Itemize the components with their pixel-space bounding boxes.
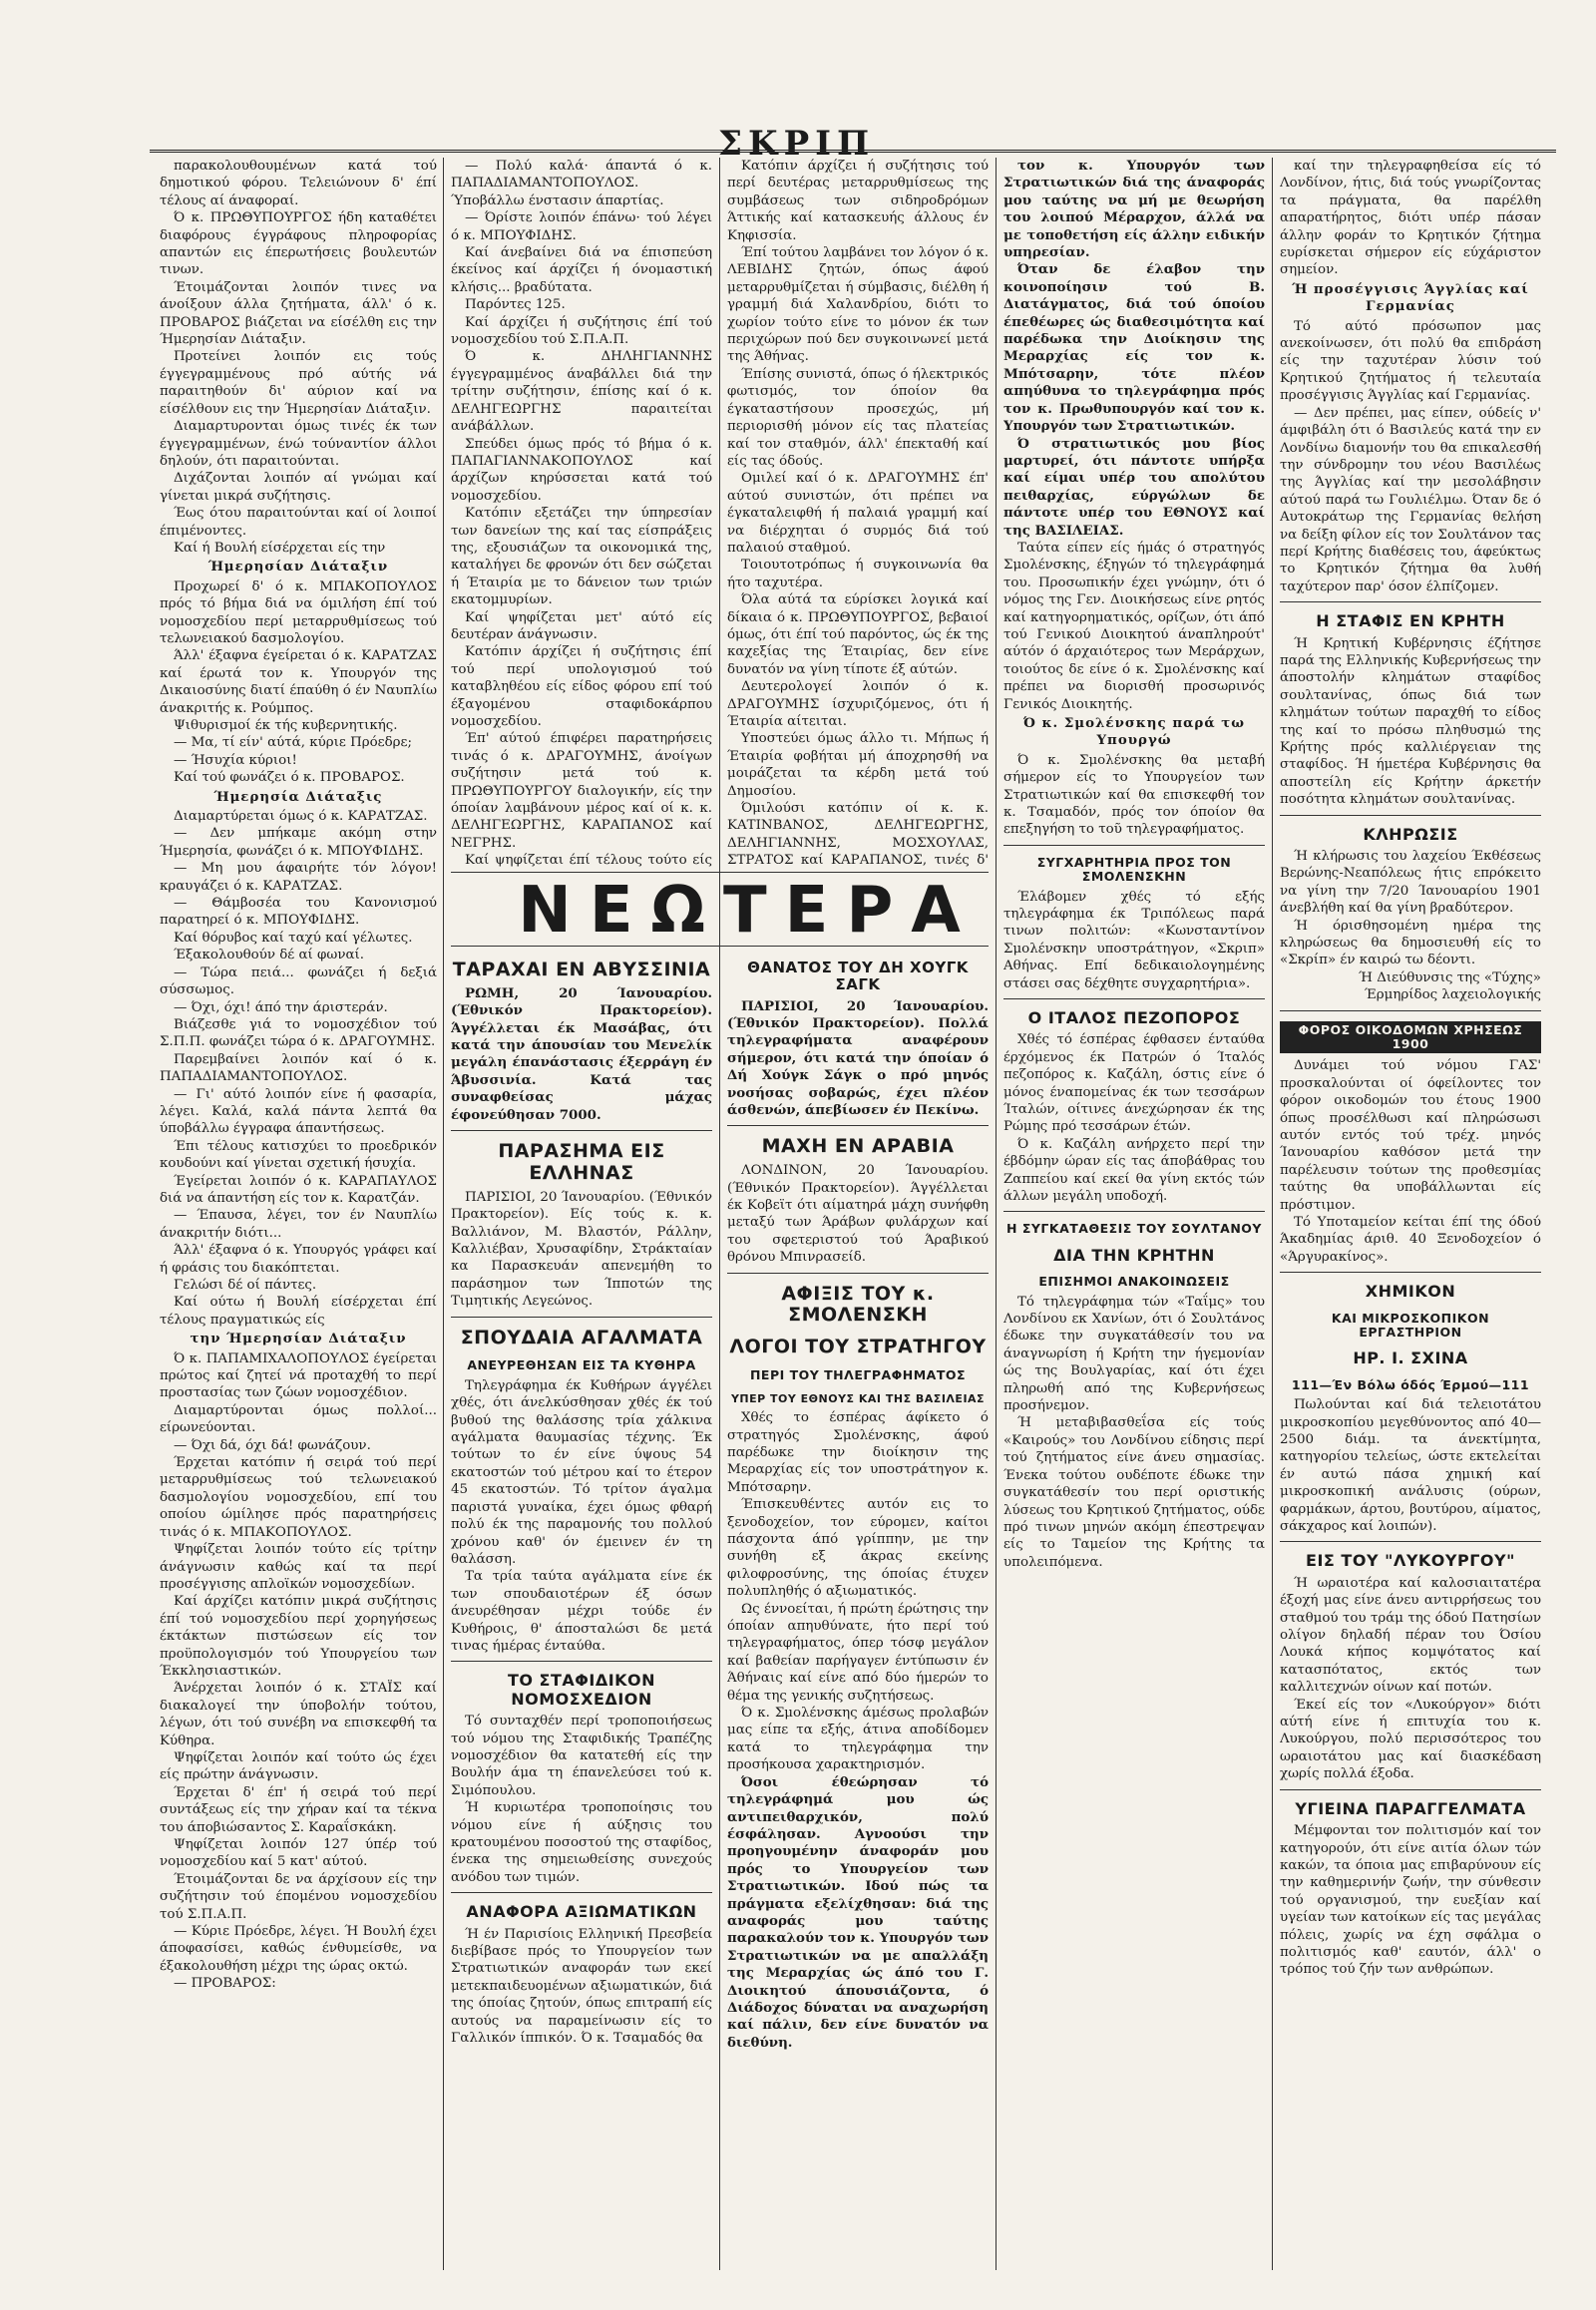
headline: ΚΛΗΡΩΣΙΣ <box>1363 824 1458 844</box>
paragraph: ΠΑΡΙΣΙΟΙ, 20 Ίανουαρίου. (Έθνικόν Πρακτορείον). Πολλά τηλεγραφήματα αναφέρουν σήμερον, ότι κατά την όποίαν ό Δή Χούγκ Σάγκ ο πρό μηνός νοσήσας σοβαρώς, έχει πλέον άσθενών, άπεβίωσεν έν Πεκίνω. <box>727 997 989 1118</box>
paragraph: ΡΩΜΗ, 20 Ίανουαρίου. (Έθνικόν Πρακτορείον). Άγγέλλεται έκ Μασάβας, ότι κατά την άπουσίαν του Μενελίκ μεγάλη έπανάστασις έξερράγη έν Άβυσσινία. Κατά τας συναφθείσας μάχας έφονεύθησαν 7000. <box>451 984 712 1123</box>
paragraph: Ομιλεί καί ό κ. ΔΡΑΓΟΥΜΗΣ έπ' αύτού συνιστών, ότι πρέπει να έγκαταλειφθή ή παλαιά γραμμή καί να διέρχηται ό συρμός διά τού παλαιού σταθμού. <box>727 471 989 556</box>
paragraph: Ψηφίζεται λοιπόν 127 ύπέρ τού νομοσχεδίου καί 5 κατ' αύτού. <box>160 1837 437 1870</box>
paragraph: Διαμαρτύρονται όμως πολλοί... είρωνεύονται. <box>160 1402 437 1436</box>
paragraph: Πωλούνται καί διά τελειοτάτου μικροσκοπίου μεγεθύνοντος από 40—2500 διάμ. τα άνεκτίμητα, κατηγορίου τελείως, ώστε εκτελείται έν αυτώ πάσα χημική καί μικροσκοπική ανάλυσις (ούρων, φαρμάκων, άρτου, βουτύρου, αίματος, σάκχαρος καί λοιπών). <box>1280 1397 1541 1535</box>
paragraph: — Πολύ καλά· άπαντά ό κ. ΠΑΠΑΔΙΑΜΑΝΤΟΠΟΥΛΟΣ. Ύποβάλλω ένστασιν άπαρτίας. <box>451 159 712 208</box>
rule <box>1280 1272 1541 1273</box>
paragraph: Άνέρχεται λοιπόν ό κ. ΣΤΑΪΣ καί διακαλογεί την ύποβολήν τούτου, λέγων, ότι τού συνέβη να επισκεφθή τα Κύθηρα. <box>160 1681 437 1748</box>
headline: ΑΝΑΦΟΡΑ ΑΞΙΩΜΑΤΙΚΩΝ <box>466 1902 697 1922</box>
paragraph: Προτείνει λοιπόν εις τούς έγγεγραμμένους πρό αύτής νά παραιτηθούν δι' αύριον καί να είσέλθουν εις την Ήμερησίαν Διάταξιν. <box>160 349 437 417</box>
subheadline: ΥΠΕΡ ΤΟΥ ΕΘΝΟΥΣ ΚΑΙ ΤΗΣ ΒΑΣΙΛΕΙΑΣ <box>730 1391 986 1405</box>
paragraph: Όμιλούσι κατόπιν οί κ. κ. ΚΑΤΙΝΒΑΝΟΣ, ΔΕΛΗΓΕΩΡΓΗΣ, ΔΕΛΗΓΙΑΝΝΗΣ, ΜΟΣΧΟΥΛΑΣ, ΣΤΡΑΤΟΣ καί ΚΑΡΑΠΑΝΟΣ, τινές δ' <box>727 801 989 868</box>
column-5 <box>1280 158 1541 2262</box>
subheading: Ό κ. Σμολένσκης παρά τω Υπουργώ <box>1022 715 1246 749</box>
paragraph: — Όχι δά, όχι δά! φωνάζουν. <box>174 1437 371 1453</box>
masthead-rule <box>150 150 1556 153</box>
subheading: Ήμερησία Διάταξις <box>213 788 383 805</box>
headline: Η ΣΤΑΦΙΣ ΕΝ ΚΡΗΤΗ <box>1316 611 1505 631</box>
column-4 <box>1003 158 1265 2262</box>
paragraph: Παρόντες 125. <box>465 297 566 313</box>
paragraph: Κατόπιν εξετάζει την ύπηρεσίαν των δανείων της καί τας είσπράξεις της, εξουσιάζων τα οικονομικά της, καταλήγει δε φρονών ότι δεν σώζεται ή Έταιρία με το δάνειον των τριών εκατομμυρίων. <box>451 506 712 608</box>
column-divider <box>996 158 997 2270</box>
paragraph: Χθές το έσπέρας άφίκετο ό στρατηγός Σμολένσκης, άφού παρέδωκε την διοίκησιν της Μεραρχίας είς τον υποστράτηγον κ. Μπότσαρην. <box>727 1410 989 1495</box>
paragraph: Καί άρχίζει ή συζήτησις έπί τού νομοσχεδίου τού Σ.Π.Α.Π. <box>451 314 712 348</box>
paragraph: Έλάβομεν χθές τό εξής τηλεγράφημα έκ Τριπόλεως παρά τινων πολιτών: «Κωνσταντίνον Σμολένσκην υποστράτηγον, «Σκριπ» Αθήνας. Επί δεδικαιολογημένης στάσει σας δέχθητε συγχαρητήρια». <box>1003 889 1265 991</box>
paragraph: παρακολουθουμένων κατά τού δημοτικού φόρου. Τελειώνουν δ' έπί τέλους αί άναφοραί. <box>160 159 437 208</box>
headline: ΑΦΙΞΙΣ ΤΟΥ κ. ΣΜΟΛΕΝΣΚΗ <box>781 1282 935 1327</box>
paragraph: Ή ωραιοτέρα καί καλοσιαιτατέρα έξοχή μας είνε άνευ αντιρρήσεως του σταθμού του τράμ της όδού Πατησίων ολίγον δηλαδή πέραν του Όσίου Λουκά κήπος κομψότατος καί κατασπότατος, εκτός των καλλιτεχνών οίνων καί ποτών. <box>1280 1575 1541 1696</box>
paragraph: Έρχεται δ' έπ' ή σειρά τού περί συντάξεως είς την χήραν καί τα τέκνα του άποβιώσαντος Σ. Καραΐσκάκη. <box>160 1784 437 1835</box>
headline: ΛΟΓΟΙ ΤΟΥ ΣΤΡΑΤΗΓΟΥ <box>729 1336 987 1358</box>
paragraph: Ό κ. ΔΗΛΗΓΙΑΝΝΗΣ έγγεγραμμένος άναβάλλει διά την τρίτην συζήτησιν, έπίσης καί ό κ. ΔΕΛΗΓΕΩΡΓΗΣ παραιτείται ανάβάλλων. <box>451 349 712 435</box>
headline: ΜΑΧΗ ΕΝ ΑΡΑΒΙΑ <box>761 1135 955 1158</box>
paragraph: καί την τηλεγραφηθείσα είς τό Λονδίνον, ήτις, διά τούς γνωρίζοντας τα πράγματα, θα παρέλθη απαρατήρητος, διότι υπέρ πάσαν άλλην φοράν το Κρητικόν ζήτημα ευρίσκεται σήμερον είς εύχάριστον σημείον. <box>1280 159 1541 278</box>
paragraph: Καί τού φωνάζει ό κ. ΠΡΟΒΑΡΟΣ. <box>174 770 405 786</box>
subheadline: ΗΡ. Ι. ΣΧΙΝΑ <box>1353 1348 1468 1368</box>
paragraph: — Τώρα πειά... φωνάζει ή δεξιά σύσσωμος. <box>160 964 437 998</box>
paragraph: Κατόπιν άρχίζει ή συζήτησις τού περί δευτέρας μεταρρυθμίσεως της συμβάσεως των σιδηροδρόμων Άττικής καί κατασκευής άλλους έν Κηφισσία. <box>727 159 989 243</box>
paragraph: Καί άνεβαίνει διά να έπισπεύση έκείνος καί άρχίζει ή όνομαστική κλήσις... βραδύτατα. <box>451 245 712 295</box>
paragraph: Τηλεγράφημα έκ Κυθήρων άγγέλει χθές, ότι άνελκύσθησαν χθές έκ τού βυθού της θαλάσσης τρία χάλκινα αγάλματα θαυμασίας τέχνης. Έκ τούτων το έν είνε ύψους 54 εκατοστών τού μέτρου καί το έτερον 45 εκατοστών. Τό τρίτον άγαλμα παριστά γυναίκα, έχει όμως φθαρή πολύ έκ της παραμονής του πολλού χρόνου καθ' όν έμεινεν έν τη θαλάσση. <box>451 1377 712 1567</box>
rule <box>727 1125 989 1126</box>
paragraph: Τό συνταχθέν περί τροποποιήσεως τού νόμου της Σταφιδικής Τραπέζης νομοσχέδιον θα κατατεθή είς την Βουλήν άμα τη έπανελεύσει τού κ. Σιμόπουλου. <box>451 1714 712 1798</box>
paragraph: Έπισκευθέντες αυτόν εις το ξενοδοχείον, τον εύρομεν, καίτοι πάσχοντα άπό γρίππην, με την συνήθη εξ άκρας εκείνης φιλοφροσύνης, της όποίας έτυχεν πολυπληθής ό αξιωματικός. <box>727 1497 989 1600</box>
rule <box>1280 1541 1541 1542</box>
paragraph: Κατόπιν άρχίζει ή συζήτησις έπί τού περί υπολογισμού τού καταβληθέου είς είδος φόρου επί τού έξαγομένου σταφιδοκάρπου νομοσχεδίου. <box>451 644 712 729</box>
paragraph: Ως έννοείται, ή πρώτη έρώτησις την όποίαν απηυθύνατε, ήτο περί τού τηλεγραφήματος, όπερ τόσφ μεγάλον καί βαθείαν παρήγαγεν έντύπωσιν έν Άθήναις καί είνε από δύο ήμερών το θέμα της γενικής συζητήσεως. <box>727 1601 989 1704</box>
paragraph: Τοιουτοτρόπως ή συγκοινωνία θα ήτο ταχυτέρα. <box>727 558 989 590</box>
rule <box>1003 1211 1265 1212</box>
paragraph: Όλα αύτά τα εύρίσκει λογικά καί δίκαια ό κ. ΠΡΩΘΥΠΟΥΡΓΟΣ, βεβαιοί όμως, ότι έπί τού παρόντος, ώς έκ της καχεξίας της Έταιρίας, δεν είνε δυνατόν να γίνη τίποτε έξ αύτών. <box>727 592 989 677</box>
column-divider <box>1272 158 1273 2270</box>
paragraph: Έπ' αύτού έπιφέρει παρατηρήσεις τινάς ό κ. ΔΡΑΓΟΥΜΗΣ, άνοίγων συζήτησιν μετά τού κ. ΠΡΩΘΥΠΟΥΡΓΟΥ διαλογικήν, είς την όποίαν λαμβάνουν μέρος καί οί κ. κ. ΔΕΛΗΓΕΩΡΓΗΣ, ΚΑΡΑΠΑΝΟΣ καί ΝΕΓΡΗΣ. <box>451 731 712 851</box>
paragraph: Τό αύτό πρόσωπον μας ανεκοίνωσεν, ότι πολύ θα επιδράση είς την ταχυτέραν λύσιν τού Κρητικού ζητήματος ή τελευταία προσέγγισις Άγγλίας καί Γερμανίας. <box>1280 318 1541 404</box>
paragraph: Βιάζεσθε γιά το νομοσχέδιον τού Σ.Π.Π. φωνάζει τώρα ό κ. ΔΡΑΓΟΥΜΗΣ. <box>160 1016 437 1050</box>
subheadline: ΕΠΙΣΗΜΟΙ ΑΝΑΚΟΙΝΩΣΕΙΣ <box>1038 1274 1230 1290</box>
paragraph: Ό κ. Σμολένσκης θα μεταβή σήμερον είς το Υπουργείον των Στρατιωτικών καί θα επισκεφθή τον κ. Τσαμαδόν, πρός τον όποίον θα επεξηγήση το τοῦ τηλεγραφήματος. <box>1003 752 1265 838</box>
signature: Ή Διεύθυνσις της «Τύχης» Έρμηρίδος λαχειολογικής <box>1359 969 1541 1003</box>
headline: ΕΙΣ ΤΟΥ "ΛΥΚΟΥΡΓΟΥ" <box>1306 1551 1515 1571</box>
paragraph: Έκεί είς τον «Λυκούργον» διότι αύτή είνε ή επιτυχία του κ. Λυκούργου, πολύ περισσότερος του ωραιοτάτου μας καί διασκέδαση χωρίς πολλά έξοδα. <box>1280 1697 1541 1782</box>
paragraph: Ταύτα είπεν είς ήμάς ό στρατηγός Σμολένσκης, έξηγών τό τηλεγράφημά του. Προσωπικήν έχει γνώμην, ότι ό νόμος της Γεν. Διοικήσεως είνε ρητός καί κατηγορηματικός, ορίζων, ότι άπό τού Γενικού Διοικητού άναπληρούτ' αύτόν ό άρχαιότερος των Μεράρχων, τοιούτος δε είνε ό κ. Σμολένσκης καί πρέπει να διορισθή προσωρινός Γενικός Διοικητής. <box>1003 540 1265 712</box>
subheadline: ΠΕΡΙ ΤΟΥ ΤΗΛΕΓΡΑΦΗΜΑΤΟΣ <box>749 1367 967 1383</box>
paragraph: Καί ψηφίζεται έπί τέλους τούτο είς <box>465 853 712 868</box>
paragraph: — Μη μου άφαιρήτε τόν λόγον! κραυγάζει ό κ. ΚΑΡΑΤΖΑΣ. <box>160 861 437 894</box>
paragraph: — Ήσυχία κύριοι! <box>174 752 297 768</box>
paragraph: — Δεν πρέπει, μας είπεν, ούδείς ν' άμφιβάλη ότι ό Βασιλεύς κατά την εν Λονδίνω διαμονήν του θα επικαλεσθή την σύνδρομην του νέου Βασιλέως της Άγγλίας καί την μεσολάβησιν αύτού παρά τω Γουλιέλμω. Όταν δε ό Αυτοκράτωρ της Γερμανίας θελήση να δείξη φίλον είς τον Σουλτάνον τας περί Κρήτης διαθέσεις του, άφεύκτως το Κρητικόν ζήτημα θα λυθή ταχύτερον παρ' όσον έλπίζομεν. <box>1280 405 1541 594</box>
column-2 <box>451 158 712 868</box>
paragraph: Ό κ. ΠΑΠΑΜΙΧΑΛΟΠΟΥΛΟΣ έγείρεται πρώτος καί ζητεί νά προταχθή το περί προστασίας των ζώων νομοσχέδιον. <box>160 1350 437 1401</box>
paragraph: Ό κ. Σμολένσκης άμέσως προλαβών μας είπε τα εξής, άτινα αποδίδομεν κατά το τηλεγράφημα την προσήκουσα χαρακτηρισμόν. <box>727 1706 989 1773</box>
paragraph: Ή έν Παρισίοις Ελληνική Πρεσβεία διεβίβασε πρός το Υπουργείον των Στρατιωτικών αναφοράν των εκεί μετεκπαιδευομένων αξιωματικών, διά της όποίας ζητούν, όπως επιτραπή είς αυτούς να παραμείνωσιν είς το Γαλλικόν ίππικόν. Ό κ. Τσαμαδός θα <box>451 1926 712 2047</box>
paragraph: — Γι' αύτό λοιπόν είνε ή φασαρία, λέγει. Καλά, καλά πάντα λεπτά θα ύποβάλλω έγγραφα άπαντήσεως. <box>160 1086 437 1137</box>
paragraph: Έπι τέλους κατισχύει το προεδρικόν κουδούνι καί γίνεται σχετική ήσυχία. <box>160 1138 437 1172</box>
paragraph: Άλλ' έξαφνα έγείρεται ό κ. ΚΑΡΑΤΖΑΣ καί έρωτά τον κ. Υπουργόν της Δικαιοσύνης διατί έπαύθη ό έν Ναυπλίω άνακριτής κ. Ρούμπος. <box>160 648 437 716</box>
paragraph: ΠΑΡΙΣΙΟΙ, 20 Ίανουαρίου. (Έθνικόν Πρακτορείον). Είς τούς κ. κ. Βαλλιάνον, Μ. Βλαστόν, Ράλλην, Καλλιέβαν, Χρυσαφίδην, Στράκταίαν κα Παρασκευάν απενεμήθη το παράσημον των Ίπποτών της Τιμητικής Λεγεώνος. <box>451 1189 712 1310</box>
paragraph: Μέμφονται τον πολιτισμόν καί τον κατηγορούν, ότι είνε αιτία όλων τών κακών, τα όποια μας επιβαρύνουν είς την καθημερινήν ζωήν, την σύνθεσιν τού οργανισμού, την ευεξίαν καί υγείαν των κατοίκων είς τας μεγάλας πόλεις, χωρίς να έχη σφάλμα ο πολιτισμός καθ' εαυτόν, άλλ' ο τρόπος τού ζήν των ανθρώπων. <box>1280 1823 1541 1978</box>
paragraph: — Όχι, όχι! άπό την άριστεράν. <box>174 999 388 1015</box>
paragraph: Ό κ. ΠΡΩΘΥΠΟΥΡΓΟΣ ήδη καταθέτει διαφόρους έγγράφους πληροφορίας απαντών εις έπερωτήσεις βουλευτών τινων. <box>160 210 437 278</box>
paragraph: Καί ή Βουλή είσέρχεται είς την <box>174 540 386 556</box>
column-divider <box>443 158 444 2270</box>
paragraph: — Έπαυσα, λέγει, τον έν Ναυπλίω άνακριτήν διότι... <box>160 1208 437 1241</box>
paragraph: Έρχεται κατόπιν ή σειρά τού περί μεταρρυθμίσεως τού τελωνειακού δασμολογίου νομοσχεδίου, επί του οποίου ώμίλησε πρός παρατηρήσεις τινάς ό κ. ΜΠΑΚΟΠΟΥΛΟΣ. <box>160 1455 437 1540</box>
neotera-banner: ΝΕΩΤΕΡΑ <box>518 874 979 948</box>
paragraph: τον κ. Υπουργόν των Στρατιωτικών διά της άναφοράς μου ταύτης να μή με θεωρήση του λοιπού Μέραρχον, άλλά να με τοποθετήση είς άλλην ειδικήν υπηρεσίαν. <box>1003 158 1265 261</box>
headline: ΦΟΡΟΣ ΟΙΚΟΔΟΜΩΝ ΧΡΗΣΕΩΣ 1900 <box>1280 1021 1541 1054</box>
banner-rule-bottom <box>451 946 989 947</box>
paragraph: Σπεύδει όμως πρός τό βήμα ό κ. ΠΑΠΑΓΙΑΝΝΑΚΟΠΟΥΛΟΣ καί άρχίζων κηρύσσεται κατά τού νομοσχεδίου. <box>451 436 712 504</box>
paragraph: Όσοι έθεώρησαν τό τηλεγράφημά μου ώς αντιπειθαρχικόν, πολύ έσφάλησαν. Αγνοούσι την προηγουμένην άναφοράν μου πρός το Υπουργείον των Στρατιωτικών. Ιδού πώς τα πράγματα εξελίχθησαν: διά της αναφοράς μου ταύτης παρακαλούν τον κ. Υπουργόν των Στρατιωτικών να με απαλλάξη της Μεραρχίας ώς άπό του Γ. Διοικητού άπουσιάζοντα, ό Διάδοχος δύναται να αναχωρήση καί πάλιν, δεν είνε δυνατόν να διεθύνη. <box>727 1773 989 2051</box>
column-1 <box>160 158 437 2262</box>
paragraph: Άλλ' έξαφνα ό κ. Υπουργός γράφει καί ή φράσις του διακόπτεται. <box>160 1243 437 1276</box>
rule <box>1003 998 1265 999</box>
headline: ΥΓΙΕΙΝΑ ΠΑΡΑΓΓΕΛΜΑΤΑ <box>1295 1798 1526 1818</box>
paragraph: Διαμαρτύρεται όμως ό κ. ΚΑΡΑΤΖΑΣ. <box>174 809 428 825</box>
paragraph: Ή Κρητική Κυβέρνησις έζήτησε παρά της Ελληνικής Κυβερνήσεως την άποστολήν κλημάτων σταφίδος σουλτανίνας, όπως διά των κλημάτων τούτων παραχθή το είδος της καί το πρόσω πληθυσμώ της Κρήτης πρός καλλιέργειαν της σταφίδος. Ή ήμετέρα Κυβέρνησις θα αποστείλη είς Κρήτην άρκετήν ποσότητα κλημάτων σουλτανίνας. <box>1280 635 1541 808</box>
subheading: την Ήμερησίαν Διάταξιν <box>190 1331 407 1348</box>
paragraph: Δυνάμει τού νόμου ΓΑΣ' προσκαλούνται οί όφείλοντες τον φόρον οικοδομών του έτους 1900 όπως προσέλθωσι καί πληρώσωσι αυτόν εντός τού τρέχ. μηνός Ίανουαρίου καθόσον μετά την παρέλευσιν τούτων της προθεσμίας ταύτης θα υποβάλλωνται είς πρόστιμον. <box>1280 1058 1541 1213</box>
paragraph: Ψηφίζεται λοιπόν τούτο είς τρίτην άνάγνωσιν καθώς καί τα περί προσέγγισης απλοϊκών νομοσχεδίων. <box>160 1542 437 1592</box>
column-3 <box>727 158 989 868</box>
rule <box>727 1273 989 1274</box>
paragraph: Τό Υποταμείον κείται έπί της όδού Άκαδημίας άριθ. 40 Ξενοδοχείον ό «Άργυρακίνος». <box>1280 1215 1541 1265</box>
paragraph: Δευτερολογεί λοιπόν ό κ. ΔΡΑΓΟΥΜΗΣ ίσχυριζόμενος, ότι ή Έταιρία αίτειται. <box>727 679 989 729</box>
paragraph: Ή κλήρωσις του λαχείου Έκθέσεως Βερώνης-Νεαπόλεως ήτις επρόκειτο να γίνη την 7/20 Ίανουαρίου 1901 άνεβλήθη καί θα γίνη βραδύτερον. <box>1280 849 1541 917</box>
paragraph: Ό κ. Καζάλη ανήρχετο περί την έβδόμην ώραν είς τας άποβάθρας του Ζαππείου καί εκεί θα γίνη εκτός τών άλλων μεγάλη υποδοχή. <box>1003 1136 1265 1205</box>
paragraph: Παρεμβαίνει λοιπόν καί ό κ. ΠΑΠΑΔΙΑΜΑΝΤΟΠΟΥΛΟΣ. <box>160 1051 437 1085</box>
subheadline: ΚΑΙ ΜΙΚΡΟΣΚΟΠΙΚΟΝ ΕΡΓΑΣΤΗΡΙΟΝ <box>1331 1310 1490 1341</box>
paragraph: — Μα, τί είν' αύτά, κύριε Πρόεδρε; <box>174 735 412 751</box>
paragraph: — Κύριε Πρόεδρε, λέγει. Ή Βουλή έχει άποφασίσει, καθώς ένθυμείσθε, να έξακολουθήση μέχρι της ώρας οκτώ. <box>160 1924 437 1974</box>
rule <box>451 1661 712 1662</box>
headline: ΤΟ ΣΤΑΦΙΔΙΚΟΝ ΝΟΜΟΣΧΕΔΙΟΝ <box>507 1671 656 1709</box>
paragraph: — Δεν μπήκαμε ακόμη στην Ήμερησία, φωνάζει ό κ. ΜΠΟΥΦΙΔΗΣ. <box>160 826 437 859</box>
paragraph: Καί άρχίζει κατόπιν μικρά συζήτησις έπί τού νομοσχεδίου περί χορηγήσεως έκτάκτων πιστώσεων είς τον προϋπολογισμόν τού Υπουργείου των Έκκλησιαστικών. <box>160 1594 437 1679</box>
paragraph: Καί ούτω ή Βουλή είσέρχεται έπί τέλους πραγματικώς είς <box>160 1295 437 1328</box>
paragraph: Καί θόρυβος καί ταχύ καί γέλωτες. <box>174 930 413 946</box>
paragraph: Όταν δε έλαβον την κοινοποίησιν τού Β. Διατάγματος, διά τού όποίου έπεθέωρες ώς διαθεσιμότητα καί παρέδωκα την Διοίκησιν της Μεραρχίας είς τον κ. Μπότσαρην, τότε πλέον απηύθυνα το τηλεγράφημα πρός τον κ. Πρωθυπουργόν καί τον κ. Υπουργόν των Στρατιωτικών. <box>1003 261 1265 435</box>
rule <box>1280 1789 1541 1790</box>
headline: ΘΑΝΑΤΟΣ ΤΟΥ ΔΗ ΧΟΥΓΚ ΣΑΓΚ <box>747 959 969 994</box>
subheading: Ήμερησίαν Διάταξιν <box>207 559 389 576</box>
paragraph: — ΠΡΟΒΑΡΟΣ: <box>174 1976 276 1992</box>
paragraph: Ψιθυρισμοί έκ τής κυβερνητικής. <box>174 718 398 733</box>
paragraph: ΛΟΝΔΙΝΟΝ, 20 Ίανουαρίου. (Έθνικόν Πρακτορείον). Άγγέλλεται έκ Κοβεϊτ ότι αίματηρά μάχη συνήφθη μεταξύ των Άράβων φυλάρχων καί του σφετεριστού τού Άραβικού θρόνου Μπινρασείδ. <box>727 1163 989 1266</box>
masthead <box>0 0 1596 164</box>
rule <box>451 1130 712 1131</box>
paragraph: Έως ότου παραιτούνται καί οί λοιποί έπιμένοντες. <box>160 506 437 539</box>
subheadline: ΑΝΕΥΡΕΘΗΣΑΝ ΕΙΣ ΤΑ ΚΥΘΗΡΑ <box>467 1357 696 1373</box>
paragraph: Προχωρεί δ' ό κ. ΜΠΑΚΟΠΟΥΛΟΣ πρός τό βήμα διά να όμιλήση έπί τού νομοσχεδίου περί μεταρρυθμίσεως τού τελωνειακού δασμολογίου. <box>160 578 437 646</box>
paragraph: Υποστεύει όμως άλλο τι. Μήπως ή Έταιρία φοβήται μή άποχρησθή να μοιράζεται τα κέρδη μετά τού Δημοσίου. <box>727 731 989 799</box>
paragraph: Καί ψηφίζεται μετ' αύτό είς δευτέραν άνάγνωσιν. <box>451 609 712 642</box>
paragraph: Έπί τούτου λαμβάνει τον λόγον ό κ. ΛΕΒΙΔΗΣ ζητών, όπως άφού μεταρρυθμίζεται ή σύμβασις, διέλθη ή γραμμή διά Χαλανδρίου, διότι το χωρίον τούτο είνε το μόνον έκ των περιχώρων πού δεν συγκοινωνεί μετά της Άθήνας. <box>727 245 989 365</box>
banner-rule-top <box>451 872 989 873</box>
paragraph: Ή κυριωτέρα τροποποίησις του νόμου είνε ή αύξησις του κρατουμένου ποσοστού της σταφίδος, ένεκα της σημειωθείσης συνεχούς ανόδου των τιμών. <box>451 1800 712 1885</box>
paragraph: Έτοιμάζονται λοιπόν τινες να άνοίξουν άλλα ζητήματα, άλλ' ό κ. ΠΡΟΒΑΡΟΣ βιάζεται να είσέλθη εις την Ήμερησίαν Διάταξιν. <box>160 279 437 348</box>
paragraph: — Όρίστε λοιπόν έπάνω· τού λέγει ό κ. ΜΠΟΥΦΙΔΗΣ. <box>451 210 712 243</box>
headline: ΠΑΡΑΣΗΜΑ ΕΙΣ ΕΛΛΗΝΑΣ <box>498 1140 665 1184</box>
headline: Ο ΙΤΑΛΟΣ ΠΕΖΟΠΟΡΟΣ <box>1027 1008 1241 1028</box>
paragraph: Τό τηλεγράφημα τών «Ταΐμς» του Λονδίνου εκ Χανίων, ότι ό Σουλτάνος έδωκε την συγκατάθεσίν του να άναγνωρίση ή Κρήτη την ήγεμονίαν ώς της Βουλγαρίας, καί ότι έχει πληρωθή από της Κυβερνήσεως προσήνεμον. <box>1003 1294 1265 1414</box>
newspaper-name: ΣΚΡΙΠ <box>718 124 876 164</box>
column-divider <box>719 158 720 2270</box>
news-column-a <box>451 950 712 2271</box>
paragraph: Γελώσι δέ οί πάντες. <box>174 1278 317 1293</box>
rule <box>451 1892 712 1893</box>
rule <box>451 1317 712 1318</box>
headline: ΤΑΡΑΧΑΙ ΕΝ ΑΒΥΣΣΙΝΙΑ <box>452 959 711 980</box>
paragraph: Χθές τό έσπέρας έφθασεν ένταύθα έρχόμενος έκ Πατρών ό Ίταλός πεζοπόρος κ. Καζάλη, όστις είνε ό μόνος έναπομείνας έκ των τεσσάρων Ίταλών, οίτινες άνεχώρησαν έκ της Ρώμης πρό τεσσάρων έτών. <box>1003 1032 1265 1135</box>
subheading: Ή προσέγγισις Άγγλίας καί Γερμανίας <box>1292 280 1529 315</box>
paragraph: Διχάζονται λοιπόν αί γνώμαι καί γίνεται μικρά συζήτησις. <box>160 471 437 504</box>
paragraph: Έπίσης συνιστά, όπως ό ήλεκτρικός φωτισμός, τον όποίον θα έγκαταστήσουν προσεχώς, μή περιορισθή μόνον είς τας πλατείας καί τον σταθμόν, άλλ' έπεκταθή καί είς τας όδούς. <box>727 366 989 469</box>
paragraph: Ό στρατιωτικός μου βίος μαρτυρεί, ότι πάντοτε υπήρξα καί είμαι υπέρ του απολύτου πειθαρχίας, εύργώλων δε πάντοτε υπέρ του ΕΘΝΟΥΣ καί της ΒΑΣΙΛΕΙΑΣ. <box>1003 435 1265 539</box>
headline: ΔΙΑ ΤΗΝ ΚΡΗΤΗΝ <box>1053 1245 1215 1265</box>
paragraph: — Θάμβοσέα του Κανονισμού παρατηρεί ό κ. ΜΠΟΥΦΙΔΗΣ. <box>160 896 437 929</box>
rule <box>1280 601 1541 602</box>
paragraph: Έγείρεται λοιπόν ό κ. ΚΑΡΑΠΑΥΛΟΣ διά να άπαντήση είς τον κ. Καρατζάν. <box>160 1173 437 1206</box>
headline: ΧΗΜΙΚΟΝ <box>1365 1282 1456 1302</box>
headline: ΣΠΟΥΔΑΙΑ ΑΓΑΛΜΑΤΑ <box>460 1326 703 1348</box>
paragraph: Ή μεταβιβασθεΐσα είς τούς «Καιρούς» του Λονδίνου είδησις περί τού ζητήματος είνε άνευ σημασίας. Ένεκα τούτου ουδέποτε έδωκε την συγκατάθεσίν του περί οριστικής λύσεως του Κρητικού ζητήματος, ούδε πρό τινων μηνών ακόμη έπεστρεψαν είς το Ταμείον της Κρήτης τα υπολειπόμενα. <box>1003 1415 1265 1570</box>
paragraph: Ψηφίζεται λοιπόν καί τούτο ώς έχει είς πρώτην άνάγνωσιν. <box>160 1749 437 1783</box>
paragraph: Έτοιμάζονται δε να άρχίσουν είς την συζήτησιν τού έπομένου νομοσχεδίου τού Σ.Π.Α.Π. <box>160 1871 437 1922</box>
paragraph: Έξακολουθούν δέ αί φωναί. <box>174 948 365 963</box>
paragraph: Διαμαρτυρονται όμως τινές έκ των έγγεγραμμένων, ένώ τούναντίον άλλοι δηλούν, ότι παραιτούνται. <box>160 419 437 469</box>
rule <box>1280 815 1541 816</box>
headline: ΣΥΓΧΑΡΗΤΗΡΙΑ ΠΡΟΣ ΤΟΝ ΣΜΟΛΕΝΣΚΗΝ <box>1036 854 1232 885</box>
headline: Η ΣΥΓΚΑΤΑΘΕΣΙΣ ΤΟΥ ΣΟΥΛΤΑΝΟΥ <box>1006 1221 1262 1237</box>
paragraph: Ή όρισθησομένη ημέρα της κληρώσεως θα δημοσιευθή είς το «Σκρίπ» έν καιρώ τω δέοντι. <box>1280 918 1541 968</box>
paragraph: Τα τρία ταύτα αγάλματα είνε έκ των σπουδαιοτέρων έξ όσων άνευρέθησαν μέχρι τούδε έν Κυθήροις, θ' άποσταλώσι δε μετά τινας ήμέρας ένταύθα. <box>451 1569 712 1654</box>
rule <box>1280 1010 1541 1011</box>
rule <box>1003 845 1265 846</box>
address-line: 111—Έν Βόλω όδός Έρμού—111 <box>1291 1376 1530 1392</box>
news-column-b <box>727 950 989 2271</box>
